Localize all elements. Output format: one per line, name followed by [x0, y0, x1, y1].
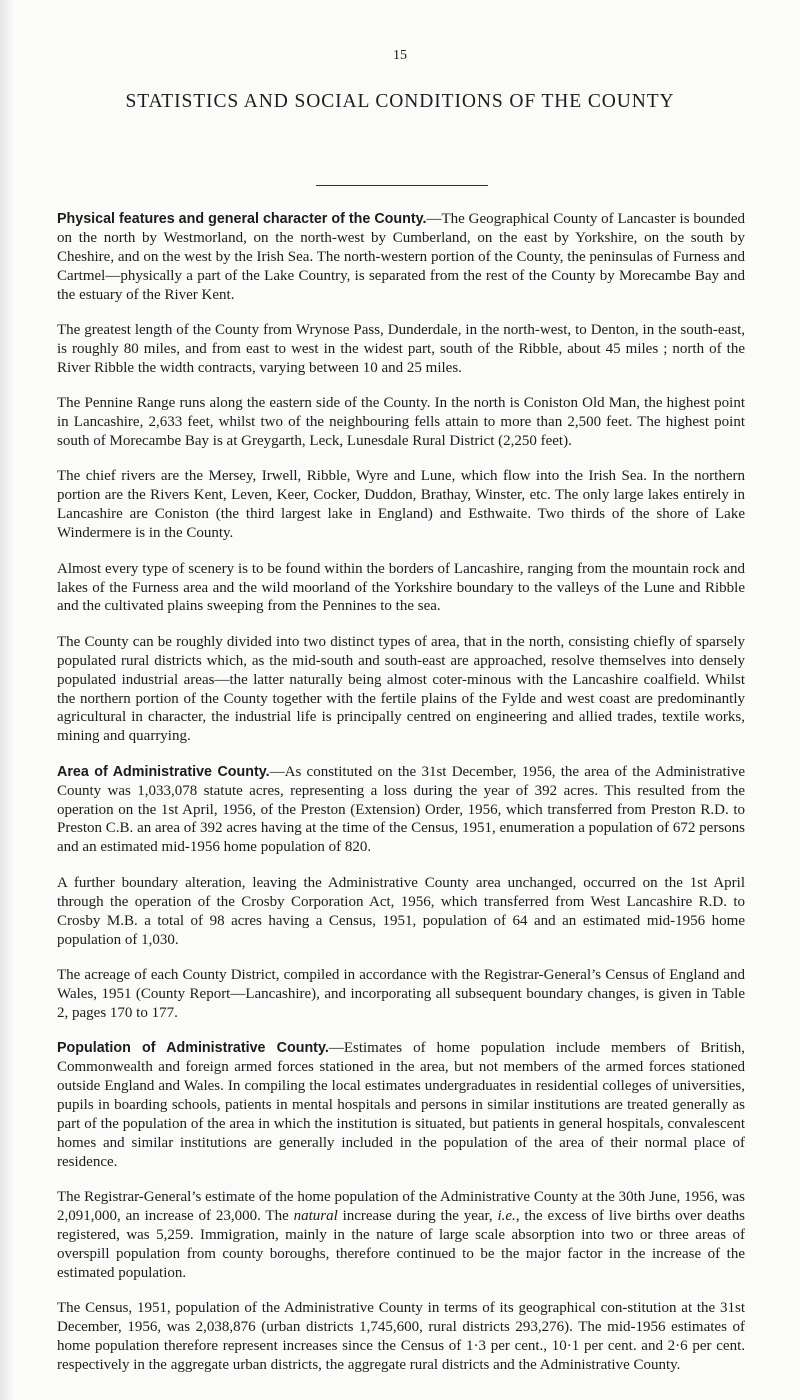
scenery-paragraph: Almost every type of scenery is to be found within the borders of Lancashire, ranging from the mountain rock and lakes of the Furness area and the wild moorland of the Yorkshire boundary to the valleys of the Lune and Ribble and the cultivated plains sweeping from the Pennines to the sea. — [57, 560, 745, 615]
page-title: STATISTICS AND SOCIAL CONDITIONS OF THE COUNTY — [125, 91, 675, 112]
page-number: 15 — [393, 48, 407, 63]
area-types-paragraph: The County can be roughly divided into two distinct types of area, that in the north, consisting chiefly of sparsely populated rural districts which, as the mid-south and south-east are approached, resolve themselves into densely populated industrial areas—the latter naturally being almost coter-minous with the Lancashire coalfield. Whilst the northern portion of the County together with the fertile plains of the Fylde and west coast are predominantly agricultural in character, the industrial life is principally centred on engineering and allied trades, textile works, mining and quarrying. — [57, 633, 745, 745]
population-text: —Estimates of home population include members of British, Commonwealth and foreign armed forces stationed in the area, but not members of the armed forces stationed outside England and Wales. In compiling the local estimates undergraduates in residential colleges of universities, pupils in boarding schools, patients in mental hospitals and persons in similar institutions are treated generally as part of the population of the area in which the institution is situated, but patients in general hospitals, convalescent homes and similar institutions are generally included in the population of the area of their normal place of residence. — [57, 1040, 745, 1170]
county-length-paragraph: The greatest length of the County from Wrynose Pass, Dunderdale, in the north-west, to Denton, in the south-east, is roughly 80 miles, and from east to west in the widest part, south of the Ribble, about 45 miles ; north of the River Ribble the width contracts, varying between 10 and 25 miles. — [57, 322, 745, 376]
population-paragraph — [57, 1039, 745, 1171]
ie-italic: i.e. — [497, 1207, 516, 1224]
census-paragraph: The Census, 1951, population of the Administrative County in terms of its geographical con-stitution at the 31st December, 1956, was 2,038,876 (urban districts 1,745,600, rural districts 293,276). The mid-1956 estimates of home population therefore represent increases since the Census of 1·3 per cent., 10·1 per cent. and 2·6 per cent. respectively in the aggregate urban districts, the aggregate rural districts and the Administrative County. — [57, 1300, 745, 1373]
natural-italic: natural — [293, 1207, 338, 1224]
estimate-text-2: increase during the year, — [337, 1207, 498, 1224]
title-divider — [316, 185, 488, 186]
admin-area-text: —As constituted on the 31st December, 1956, the area of the Administrative County was 1,033,078 statute acres, representing a loss during the year of 392 acres. This resulted from the operation on the 1st April, 1956, of the Preston (Extension) Order, 1956, which transferred from Preston R.D. to Preston C.B. an area of 392 acres having at the time of the Census, 1951, enumeration a population of 672 persons and an estimated mid-1956 home population of 820. — [57, 763, 745, 856]
admin-area-paragraph — [57, 763, 745, 858]
physical-features-paragraph — [57, 210, 745, 305]
registrar-estimate-paragraph — [57, 1188, 745, 1283]
physical-features-text: —The Geographical County of Lancaster is bounded on the north by Westmorland, on the north-west by Cumberland, on the east by Yorkshire, on the south by Cheshire, and on the west by the Irish Sea. The north-western portion of the County, the peninsulas of Furness and Cartmel—physically a part of the Lake Country, is separated from the rest of the County by Morecambe Bay and the estuary of the River Kent. — [57, 211, 745, 303]
boundary-alteration-paragraph: A further boundary alteration, leaving the Administrative County area unchanged, occurred on the 1st April through the operation of the Crosby Corporation Act, 1956, which transferred from West Lancashire R.D. to Crosby M.B. a total of 98 acres having a Census, 1951, population of 64 and an estimated mid-1956 home population of 1,030. — [57, 874, 745, 948]
rivers-lakes-paragraph: The chief rivers are the Mersey, Irwell, Ribble, Wyre and Lune, which flow into the Irish Sea. In the northern portion are the Rivers Kent, Leven, Keer, Cocker, Duddon, Brathay, Winster, etc. The only large lakes entirely in Lancashire are Coniston (the third largest lake in England) and Esthwaite. Two thirds of the shore of Lake Windermere is in the County. — [57, 468, 745, 542]
estimate-text-1: The Registrar-General’s estimate of the home population of the Administrative County at the 30th June, 1956, was 2,091,000, an increase of 23,000. The — [57, 1188, 745, 1224]
population-heading: Population of Administrative County. — [57, 1040, 329, 1057]
body-text — [57, 210, 745, 1391]
admin-area-heading: Area of Administrative County. — [57, 763, 270, 780]
pennine-range-paragraph: The Pennine Range runs along the eastern side of the County. In the north is Coniston Old Man, the highest point in Lancashire, 2,633 feet, whilst two of the neighbouring fells attain to more than 2,500 feet. The highest point south of Morecambe Bay is at Greygarth, Leck, Lunesdale Rural District (2,250 feet). — [57, 395, 745, 450]
acreage-paragraph: The acreage of each County District, compiled in accordance with the Registrar-General’s Census of England and Wales, 1951 (County Report—Lancashire), and incorporating all subsequent boundary changes, is given in Table 2, pages 170 to 177. — [57, 966, 745, 1021]
estimate-text-3: , the excess of live births over deaths registered, was 5,259. Immigration, mainly in the nature of large scale absorption into two or three areas of overspill population from county boroughs, therefore continued to be the major factor in the increase of the estimated population. — [57, 1207, 745, 1281]
page-edge-shadow — [0, 0, 14, 1400]
physical-features-heading: Physical features and general character of the County. — [57, 211, 427, 227]
